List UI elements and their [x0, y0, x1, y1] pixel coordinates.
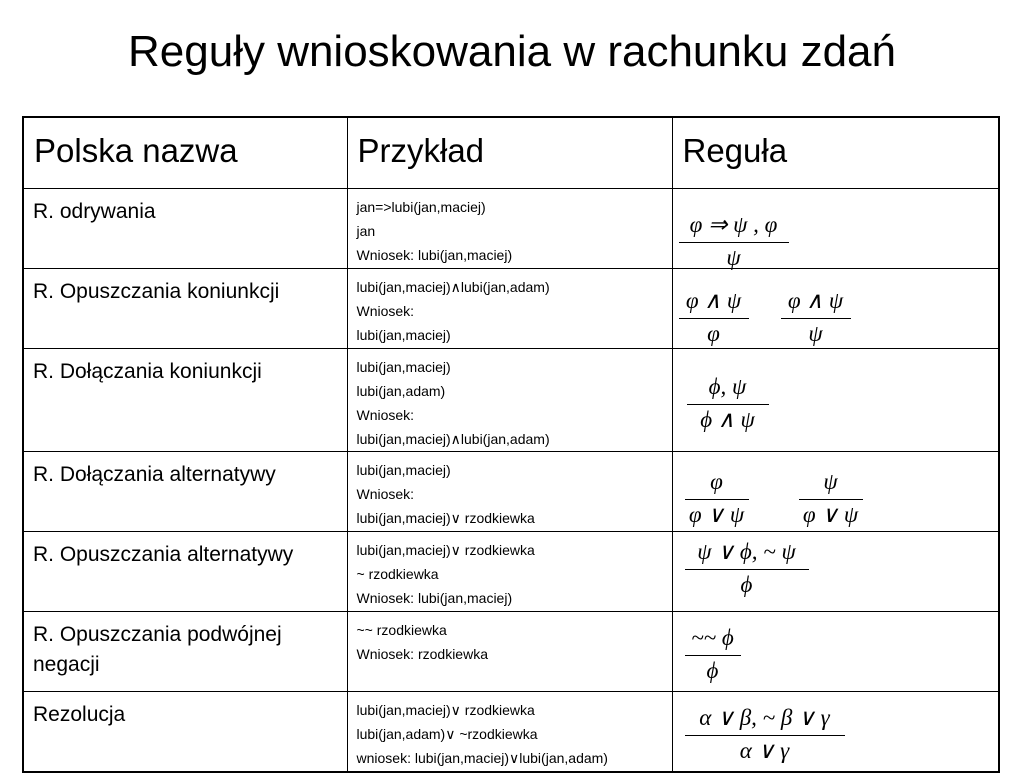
rule-formula: [672, 269, 999, 349]
example-line: Wniosek: lubi(jan,maciej): [356, 247, 513, 263]
rule-formula: [672, 692, 999, 772]
rule-formula: [672, 612, 999, 692]
premises: φ ⇒ ψ , φ: [679, 211, 789, 243]
example-line: lubi(jan,maciej)∨ rzodkiewka: [356, 510, 535, 526]
conclusion: α ∨ γ: [739, 738, 790, 763]
example-line: Wniosek:: [356, 303, 415, 319]
conclusion: φ ∨ ψ: [802, 502, 859, 527]
rule-name: R. Opuszczania koniunkcji: [23, 269, 347, 349]
rule-example: [347, 452, 672, 532]
conclusion: φ: [707, 321, 720, 346]
example-line: wniosek: lubi(jan,maciej)∨lubi(jan,adam): [356, 750, 608, 766]
inference-fraction: [687, 373, 769, 435]
rules-table: [22, 116, 1000, 773]
rule-example: [347, 692, 672, 772]
conclusion: ϕ: [740, 572, 753, 597]
header-rule: Reguła: [672, 117, 999, 189]
example-line: Wniosek:: [356, 486, 415, 502]
table-row: [23, 612, 999, 692]
rule-name: R. Dołączania alternatywy: [23, 452, 347, 532]
rule-example: [347, 612, 672, 692]
table-row: [23, 349, 999, 452]
conclusion: ψ: [726, 245, 741, 270]
example-line: lubi(jan,maciej): [356, 359, 451, 375]
table-row: [23, 452, 999, 532]
inference-fraction: [685, 468, 749, 530]
example-line: lubi(jan,maciej): [356, 462, 451, 478]
conclusion: ϕ ∧ ψ: [700, 407, 755, 432]
rule-formula: [672, 532, 999, 612]
example-line: jan: [356, 223, 376, 239]
conclusion: ϕ: [706, 658, 719, 683]
example-line: lubi(jan,maciej)∧lubi(jan,adam): [356, 279, 550, 295]
rule-formula: [672, 189, 999, 269]
inference-fraction: [679, 287, 749, 349]
rule-formula: [672, 349, 999, 452]
rule-formula: [672, 452, 999, 532]
rule-name: R. Opuszczania alternatywy: [23, 532, 347, 612]
rule-example: [347, 269, 672, 349]
example-line: Wniosek:: [356, 407, 415, 423]
premises: ψ: [799, 468, 863, 500]
inference-fraction: [799, 468, 863, 530]
inference-fraction: [685, 538, 809, 600]
header-name: Polska nazwa: [23, 117, 347, 189]
premises: φ ∧ ψ: [679, 287, 749, 319]
premises: α ∨ β, ~ β ∨ γ: [685, 704, 845, 736]
example-line: Wniosek: lubi(jan,maciej): [356, 590, 513, 606]
example-line: ~ rzodkiewka: [356, 566, 439, 582]
header-example: Przykład: [347, 117, 672, 189]
inference-fraction: [679, 211, 789, 273]
rule-name: R. Dołączania koniunkcji: [23, 349, 347, 452]
rule-name: Rezolucja: [23, 692, 347, 772]
rule-name: R. odrywania: [23, 189, 347, 269]
example-line: lubi(jan,maciej)∨ rzodkiewka: [356, 702, 535, 718]
premises: φ: [685, 468, 749, 500]
inference-fraction: [685, 624, 741, 686]
rule-example: [347, 189, 672, 269]
example-line: lubi(jan,maciej): [356, 327, 451, 343]
conclusion: ψ: [808, 321, 823, 346]
rule-example: [347, 532, 672, 612]
table-row: [23, 692, 999, 772]
premises: ψ ∨ ϕ, ~ ψ: [685, 538, 809, 570]
example-line: lubi(jan,adam): [356, 383, 446, 399]
table-row: [23, 532, 999, 612]
example-line: Wniosek: rzodkiewka: [356, 646, 488, 662]
table-header-row: [23, 117, 999, 189]
example-line: ~~ rzodkiewka: [356, 622, 447, 638]
rule-name: R. Opuszczania podwójnej negacji: [23, 612, 347, 692]
inference-fraction: [685, 704, 845, 766]
example-line: lubi(jan,adam)∨ ~rzodkiewka: [356, 726, 538, 742]
rule-example: [347, 349, 672, 452]
example-line: lubi(jan,maciej)∧lubi(jan,adam): [356, 431, 550, 447]
inference-fraction: [781, 287, 851, 349]
premises: ϕ, ψ: [687, 373, 769, 405]
table-row: [23, 189, 999, 269]
example-line: jan=>lubi(jan,maciej): [356, 199, 486, 215]
table-row: [23, 269, 999, 349]
premises: ~~ ϕ: [685, 624, 741, 656]
premises: φ ∧ ψ: [781, 287, 851, 319]
example-line: lubi(jan,maciej)∨ rzodkiewka: [356, 542, 535, 558]
conclusion: φ ∨ ψ: [688, 502, 745, 527]
page-title: Reguły wnioskowania w rachunku zdań: [128, 27, 896, 76]
